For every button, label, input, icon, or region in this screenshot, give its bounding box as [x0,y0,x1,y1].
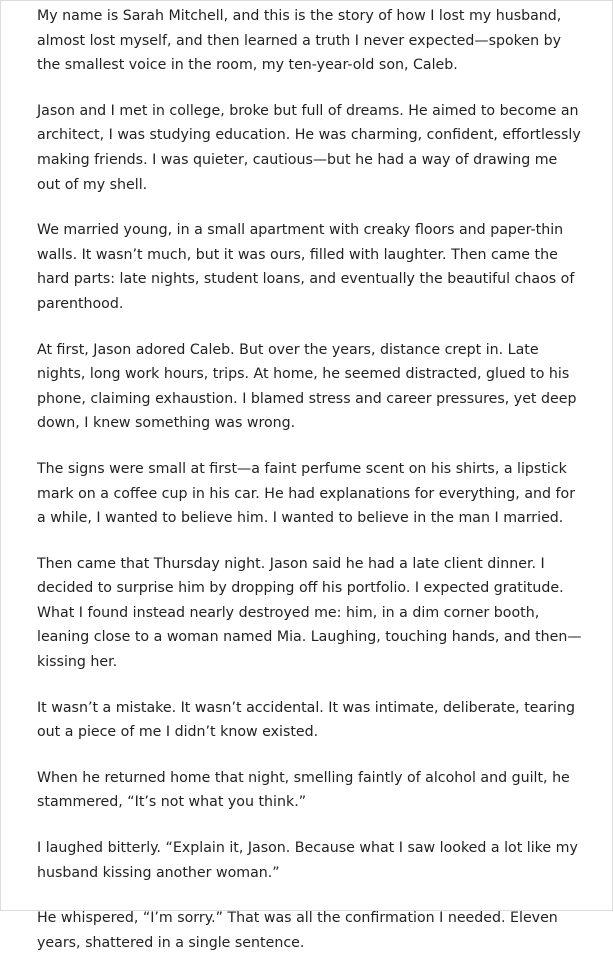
paragraph-6: Then came that Thursday night. Jason said he had a late client dinner. I decided to surprise him by dropping off his portfolio. I expected gratitude. What I found instead nearly destroyed me: him, in a dim corner booth, leaning close to a woman named Mia. Laughing, touching hands, and then—kissing her. [37,555,582,671]
article-body [37,4,582,976]
paragraph-2: Jason and I met in college, broke but full of dreams. He aimed to become an architect, I was studying education. He was charming, confident, effortlessly making friends. I was quieter, cautious—but he had a way of drawing me out of my shell. [37,102,581,193]
paragraph-4: At first, Jason adored Caleb. But over the years, distance crept in. Late nights, long work hours, trips. At home, he seemed distracted, glued to his phone, claiming exhaustion. I blamed stress and career pressures, yet deep down, I knew something was wrong. [37,341,577,432]
paragraph-9: I laughed bitterly. “Explain it, Jason. Because what I saw looked a lot like my husband kissing another woman.” [37,840,578,881]
paragraph-10: He whispered, “I’m sorry.” That was all the confirmation I needed. Eleven years, shattered in a single sentence. [37,910,558,951]
paragraph-3: We married young, in a small apartment with creaky floors and paper-thin walls. It wasn’t much, but it was ours, filled with laughter. Then came the hard parts: late nights, student loans, and eventually the beautiful chaos of parenthood. [37,222,575,312]
paragraph-1: My name is Sarah Mitchell, and this is the story of how I lost my husband, almost lost myself, and then learned a truth I never expected—spoken by the smallest voice in the room, my ten-year-old son, Caleb. [37,8,562,74]
paragraph-7: It wasn’t a mistake. It wasn’t accidental. It was intimate, deliberate, tearing out a piece of me I didn’t know existed. [37,699,575,741]
paragraph-8: When he returned home that night, smelling faintly of alcohol and guilt, he stammered, “It’s not what you think.” [37,769,570,811]
paragraph-5: The signs were small at first—a faint perfume scent on his shirts, a lipstick mark on a coffee cup in his car. He had explanations for everything, and for a while, I wanted to believe him. I wanted to believe in the man I married. [37,460,576,527]
